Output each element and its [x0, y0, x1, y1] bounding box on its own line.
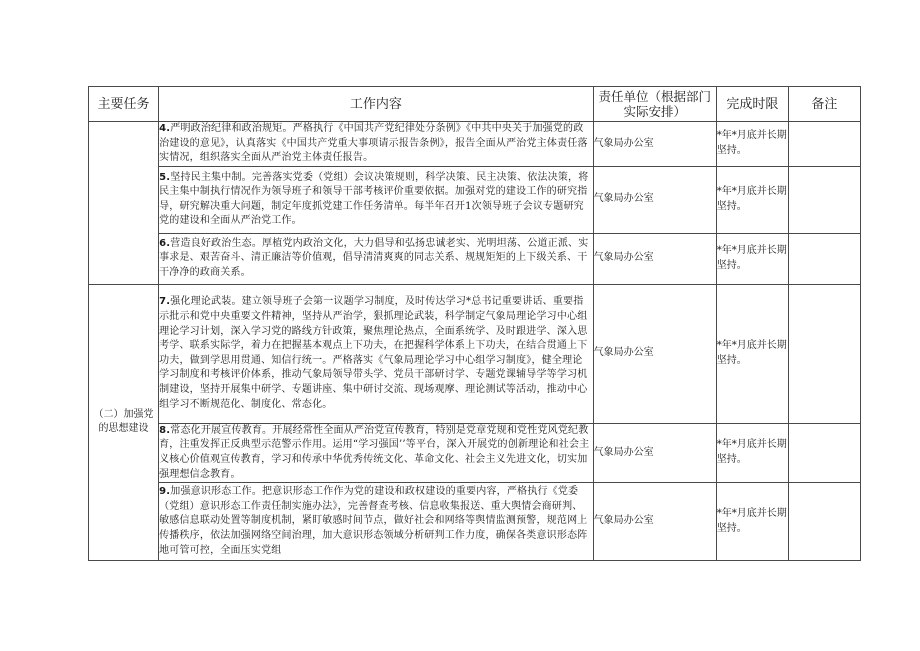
header-remark: 备注 — [788, 87, 860, 122]
item-text: 严明政治纪律和政治规矩。严格执行《中国共产党纪律处分条例》《中共中央关于加强党的政治建设的意见》，认真落实《中国共产党重大事项请示报告条例》，报告全面从严治党主体责任落实情况，组织落实全面从严治党主体责任报告。 — [159, 123, 588, 164]
remark-cell — [788, 423, 860, 482]
deadline-cell: *年*月底并长期坚持。 — [716, 122, 788, 167]
item-number: 7. — [159, 296, 171, 308]
unit-cell: 气象局办公室 — [593, 284, 716, 423]
unit-cell: 气象局办公室 — [593, 122, 716, 167]
unit-cell: 气象局办公室 — [593, 233, 716, 284]
deadline-cell: *年*月底并长期坚持。 — [716, 423, 788, 482]
header-content: 工作内容 — [159, 87, 594, 122]
item-text: 加强意识形态工作。把意识形态工作作为党的建设和政权建设的重要内容，严格执行《党委（党组）意识形态工作责任制实施办法》，完善督查考核、信息收集报送、重大舆情会商研判、敏感信息联动处置等制度机制，紧盯敏感时间节点，做好社会和网络等舆情监测预警，规范网上传播秩序，依法加强网络空间治理，加大意识形态领域分析研判工作力度，确保各类意识形态阵地可管可控，全面压实党组 — [159, 486, 588, 556]
table-row — [89, 233, 861, 284]
item-number: 5. — [159, 171, 171, 183]
content-cell — [159, 233, 594, 284]
remark-cell — [788, 166, 860, 233]
item-number: 8. — [159, 424, 171, 436]
header-task: 主要任务 — [89, 87, 159, 122]
content-cell — [159, 122, 594, 167]
table-row — [89, 166, 861, 233]
table-row — [89, 122, 861, 167]
remark-cell — [788, 122, 860, 167]
item-text: 强化理论武装。建立领导班子会第一议题学习制度，及时传达学习*总书记重要讲话、重要指示批示和党中央重要文件精神，坚持从严治学，狠抓理论武装，科学制定气象局理论学习中心组理论学习计划，深入学习党的路线方针政策，聚焦理论热点，全面系统学、及时跟进学、深入思考学、联系实际学，着力在把握基本观点上下功夫，在把握科学体系上下功夫，在结合贯通上下功夫，做到学思用贯通、知信行统一。严格落实《气象局理论学习中心组学习制度》，健全理论学习制度和考核评价体系，推动气象局领导带头学、党员干部研讨学、专题党课辅导学等学习机制建设，坚持开展集中研学、专题讲座、集中研讨交流、现场观摩、理论测试等活动，推动中心组学习不断规范化、制度化、常态化。 — [159, 296, 588, 410]
deadline-cell: *年*月底并长期坚持。 — [716, 166, 788, 233]
header-deadline: 完成时限 — [716, 87, 788, 122]
header-row — [89, 87, 861, 122]
item-text: 营造良好政治生态。厚植党内政治文化，大力倡导和弘扬忠诚老实、光明坦荡、公道正派、实事求是、艰苦奋斗、清正廉洁等价值观，倡导清清爽爽的同志关系、规规矩矩的上下级关系、干干净净的政商关系。 — [159, 237, 589, 279]
content-cell — [159, 166, 594, 233]
item-text: 常态化开展宣传教育。开展经常性全面从严治党宣传教育，特别是党章党规和党性党风党纪教育，注重发挥正反典型示范警示作用。运用“学习强国’’等平台，深入开展党的创新理论和社会主义核心价值观宣传教育，学习和传承中华优秀传统文化、革命文化、社会主义先进文化，切实加强理想信念教育。 — [159, 424, 590, 480]
item-text: 坚持民主集中制。完善落实党委（党组）会议决策规则，科学决策、民主决策、依法决策，将民主集中制执行情况作为领导班子和领导干部考核评价重要依据。加强对党的建设工作的研究指导，研究解决重大问题，制定年度抓党建工作任务清单。每半年召开1次领导班子会议专题研究党的建设和全面从严治党工作。 — [159, 171, 589, 227]
table-row — [89, 483, 861, 561]
unit-cell: 气象局办公室 — [593, 423, 716, 482]
unit-cell: 气象局办公室 — [593, 483, 716, 561]
table-row — [89, 284, 861, 423]
task-cell-group2: （二）加强党的思想建设 — [89, 284, 159, 560]
deadline-cell: *年*月底并长期坚持。 — [716, 233, 788, 284]
item-number: 9. — [159, 486, 171, 498]
deadline-cell: *年*月底并长期坚持。 — [716, 284, 788, 423]
remark-cell — [788, 284, 860, 423]
item-number: 4. — [159, 123, 171, 134]
item-number: 6. — [159, 237, 171, 249]
table-row — [89, 423, 861, 482]
content-cell — [159, 483, 594, 561]
remark-cell — [788, 233, 860, 284]
task-table — [88, 86, 861, 561]
content-cell — [159, 284, 594, 423]
unit-cell: 气象局办公室 — [593, 166, 716, 233]
header-unit: 责任单位（根据部门实际安排） — [593, 87, 716, 122]
content-cell — [159, 423, 594, 482]
remark-cell — [788, 483, 860, 561]
deadline-cell: *年*月底并长期坚持。 — [716, 483, 788, 561]
task-cell-group1 — [89, 122, 159, 285]
